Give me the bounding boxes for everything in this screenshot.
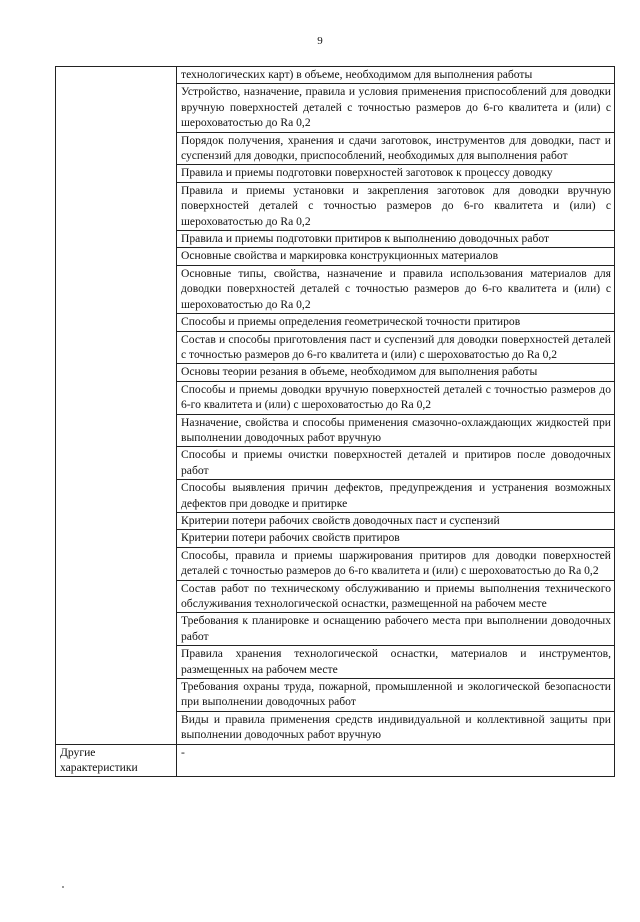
left-column-cell [56,67,177,745]
knowledge-item: технологических карт) в объеме, необходимом для выполнения работы [177,67,615,84]
knowledge-item: Правила и приемы подготовки поверхностей заготовок к процессу доводку [177,165,615,182]
knowledge-item: Устройство, назначение, правила и условия применения приспособлений для доводки вручную поверхностей деталей с точностью размеров до 6-го квалитета и (или) с шероховатостью до Ra 0,2 [177,84,615,132]
knowledge-item: Правила хранения технологической оснастки, материалов и инструментов, размещенных на рабочем месте [177,646,615,679]
table-row [56,67,615,84]
knowledge-item: Критерии потери рабочих свойств притиров [177,530,615,547]
knowledge-item: Состав работ по техническому обслуживанию и приемы выполнения технического обслуживания технологической оснастки, размещенной на рабочем месте [177,580,615,613]
knowledge-item: Основы теории резания в объеме, необходимом для выполнения работы [177,364,615,381]
requirements-table [55,66,615,777]
knowledge-item: Требования охраны труда, пожарной, промышленной и экологической безопасности при выполнении доводочных работ [177,679,615,712]
knowledge-item: Порядок получения, хранения и сдачи заготовок, инструментов для доводки, паст и суспензий для доводки, приспособлений, необходимых для выполнения работ [177,132,615,165]
knowledge-item: Критерии потери рабочих свойств доводочных паст и суспензий [177,512,615,529]
other-characteristics-label: Другие характеристики [56,744,177,777]
knowledge-item: Требования к планировке и оснащению рабочего места при выполнении доводочных работ [177,613,615,646]
knowledge-item: Правила и приемы установки и закрепления заготовок для доводки вручную поверхностей деталей с точностью размеров до 6-го квалитета и (или) с шероховатостью до Ra 0,2 [177,182,615,230]
knowledge-item: Назначение, свойства и способы применения смазочно-охлаждающих жидкостей при выполнении доводочных работ вручную [177,414,615,447]
other-characteristics-row [56,744,615,777]
knowledge-item: Виды и правила применения средств индивидуальной и коллективной защиты при выполнении доводочных работ вручную [177,711,615,744]
knowledge-item: Способы выявления причин дефектов, предупреждения и устранения возможных дефектов при доводке и притирке [177,480,615,513]
knowledge-item: Состав и способы приготовления паст и суспензий для доводки поверхностей деталей с точностью размеров до 6-го квалитета и (или) с шероховатостью до Ra 0,2 [177,331,615,364]
knowledge-item: Основные типы, свойства, назначение и правила использования материалов для доводки поверхностей деталей с точностью размеров до 6-го квалитета и (или) с шероховатостью до Ra 0,2 [177,265,615,313]
knowledge-item: Способы, правила и приемы шаржирования притиров для доводки поверхностей деталей с точностью размеров до 6-го квалитета и (или) с шероховатостью до Ra 0,2 [177,547,615,580]
scan-speck [62,886,64,888]
knowledge-item: Способы и приемы очистки поверхностей деталей и притиров после доводочных работ [177,447,615,480]
knowledge-item: Способы и приемы доводки вручную поверхностей деталей с точностью размеров до 6-го квалитета и (или) с шероховатостью до Ra 0,2 [177,381,615,414]
knowledge-item: Правила и приемы подготовки притиров к выполнению доводочных работ [177,231,615,248]
knowledge-item: Способы и приемы определения геометрической точности притиров [177,314,615,331]
knowledge-item: Основные свойства и маркировка конструкционных материалов [177,248,615,265]
page-number: 9 [317,35,323,47]
other-characteristics-value: - [177,744,615,777]
